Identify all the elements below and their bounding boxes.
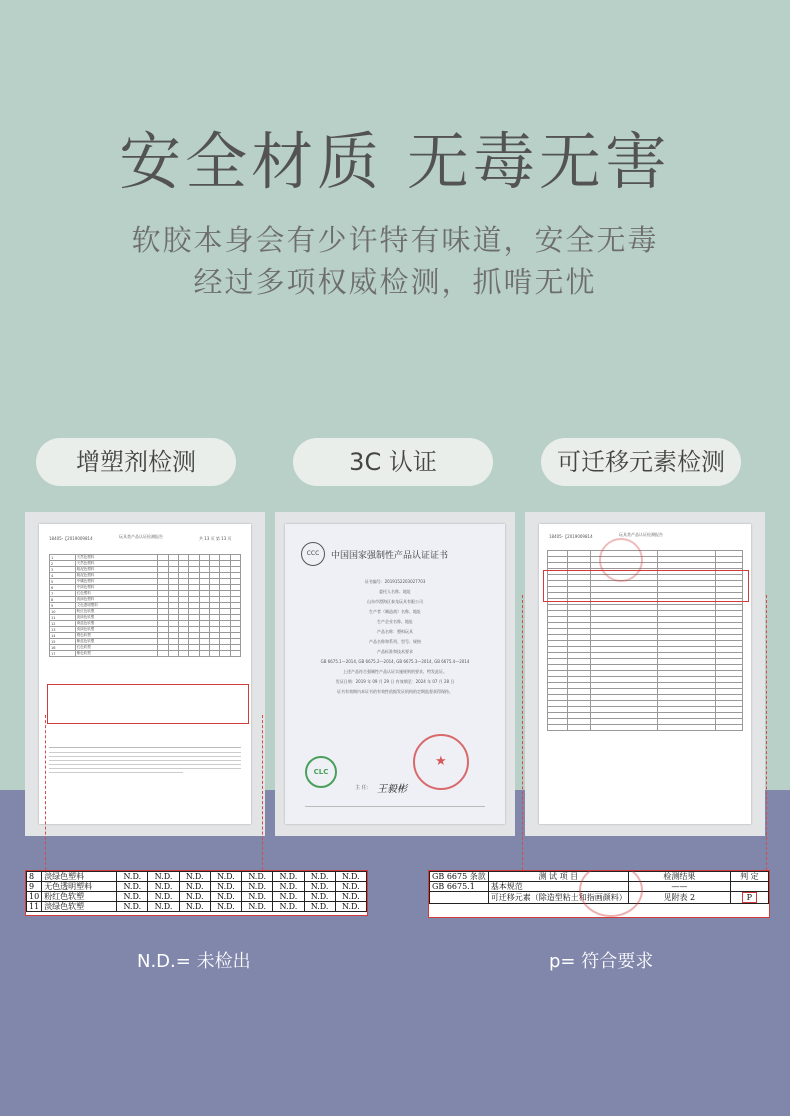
row-number: 8 xyxy=(50,597,76,603)
row-material: 淡绿色软塑 xyxy=(75,627,158,633)
row-number: 14 xyxy=(50,633,76,639)
strip-row-value: N.D. xyxy=(210,892,241,902)
row-number: 3 xyxy=(50,567,76,573)
row-number: 4 xyxy=(50,573,76,579)
strip-row-value: N.D. xyxy=(335,872,366,882)
row-material: 淡绿色塑料 xyxy=(75,597,158,603)
strip-row-value: N.D. xyxy=(179,882,210,892)
subtitle-line-1: 软胶本身会有少许特有味道，安全无毒 xyxy=(131,223,659,257)
report-panel-plasticizer xyxy=(25,512,265,836)
strip-row-value: N.D. xyxy=(273,872,304,882)
certificate-line: GB 6675.1—2014, GB 6675.2—2014, GB 6675.3—2014, GB 6675.4—2014 xyxy=(320,659,470,664)
strip-row-number: 9 xyxy=(27,882,42,892)
strip-row2-clause xyxy=(430,892,489,904)
certificate-line: 证书有效期内本证书的有效性依据发证机构的定期监督获得保持。 xyxy=(337,689,453,694)
strip-row-value: N.D. xyxy=(148,902,179,912)
row-number: 15 xyxy=(50,639,76,645)
strip-row-value: N.D. xyxy=(210,872,241,882)
strip-seal xyxy=(579,870,643,917)
strip-row-value: N.D. xyxy=(210,902,241,912)
connector-right-a xyxy=(522,595,523,870)
signature: 王毅彬 xyxy=(377,784,407,795)
row-material: 天然色塑料 xyxy=(75,555,158,561)
row-number: 5 xyxy=(50,579,76,585)
seal-star-icon: ★ xyxy=(435,754,447,769)
pill-plasticizer-test: 增塑剂检测 xyxy=(36,438,236,486)
pill-3c-certification: 3C 认证 xyxy=(293,438,493,486)
row-material: 淡绿色软塑 xyxy=(75,615,158,621)
strip-row-material: 淡绿色软塑 xyxy=(42,902,117,912)
certificate-title: 中国国家强制性产品认证证书 xyxy=(331,551,449,561)
certificate-line: 生产企业名称、地址 xyxy=(377,619,413,624)
row-value xyxy=(209,651,219,657)
faint-seal xyxy=(599,538,643,582)
strip-row-value: N.D. xyxy=(148,872,179,882)
report-header: 玩具类产品认证检测报告 xyxy=(119,534,163,539)
strip-row-value: N.D. xyxy=(242,882,273,892)
connector-right-b xyxy=(766,595,767,870)
row-number: 1 xyxy=(50,555,76,561)
pill-migratable-elements-test: 可迁移元素检测 xyxy=(541,438,741,486)
strip-row-value: N.D. xyxy=(242,892,273,902)
strip-row1-clause: GB 6675.1 xyxy=(430,882,489,892)
strip-row-number: 10 xyxy=(27,892,42,902)
strip-row-value: N.D. xyxy=(242,872,273,882)
strip-row xyxy=(27,902,367,912)
row-number: 6 xyxy=(50,585,76,591)
strip-row-value: N.D. xyxy=(179,892,210,902)
row-material: 紫色软塑 xyxy=(75,651,158,657)
row-value xyxy=(220,651,230,657)
table-cell xyxy=(548,725,568,731)
strip-row-value: N.D. xyxy=(117,902,148,912)
row-value xyxy=(168,651,178,657)
row-value xyxy=(179,651,189,657)
row-material: 红色软塑 xyxy=(75,645,158,651)
row-material: 红色塑料 xyxy=(75,591,158,597)
strip-row-number: 8 xyxy=(27,872,42,882)
row-number: 10 xyxy=(50,609,76,615)
caption-nd: N.D.= 未检出 xyxy=(137,951,251,972)
row-number: 16 xyxy=(50,645,76,651)
row-material: 中橘色塑料 xyxy=(75,579,158,585)
strip-header-judge: 判 定 xyxy=(730,872,768,882)
row-material: 黄蓝色软塑 xyxy=(75,621,158,627)
table-cell xyxy=(567,725,590,731)
strip-row-value: N.D. xyxy=(179,872,210,882)
plasticizer-table xyxy=(49,554,241,657)
red-seal xyxy=(413,734,469,790)
strip-row-value: N.D. xyxy=(273,882,304,892)
pass-mark: P xyxy=(742,892,757,903)
strip-row-value: N.D. xyxy=(148,882,179,892)
certificate-page xyxy=(285,524,505,824)
row-value xyxy=(230,651,240,657)
certificate-footer-line xyxy=(305,806,485,807)
zoom-strip-migratable xyxy=(428,870,770,918)
highlight-box-migratable xyxy=(543,570,749,602)
report-page-migratable xyxy=(539,524,751,824)
report-number-migratable: 18405-【2019009814 xyxy=(549,534,593,539)
strip-row-value: N.D. xyxy=(304,902,335,912)
strip-header-clause: GB 6675 条款 xyxy=(430,872,489,882)
row-material: 中绿色塑料 xyxy=(75,585,158,591)
report-notes xyxy=(49,744,241,776)
highlight-box-plasticizer xyxy=(47,684,249,724)
strip-row1-judge xyxy=(730,882,768,892)
certificate-panel-3c xyxy=(275,512,515,836)
clc-logo: CLC xyxy=(305,756,337,788)
strip-row-value: N.D. xyxy=(335,902,366,912)
caption-pass: p= 符合要求 xyxy=(549,951,654,972)
strip-row2-item: 可迁移元素（除造型粘土和指画颜料） xyxy=(488,892,628,904)
report-panel-migratable xyxy=(525,512,765,836)
row-material: 紫蓝色软塑 xyxy=(75,639,158,645)
row-number: 9 xyxy=(50,603,76,609)
zoom-strip-plasticizer xyxy=(25,870,368,916)
strip-row-value: N.D. xyxy=(304,872,335,882)
table-cell xyxy=(590,725,657,731)
certificate-line: 山东市澄海区泰龙玩具有限公司 xyxy=(367,599,423,604)
strip-row xyxy=(27,872,367,882)
strip-row-value: N.D. xyxy=(117,892,148,902)
strip-row-material: 粉红色软塑 xyxy=(42,892,117,902)
certificate-body xyxy=(305,574,485,699)
page-title: 安全材质 无毒无害 xyxy=(119,125,671,198)
strip-header-result: 检测结果 xyxy=(628,872,730,882)
signature-label: 主 任： xyxy=(355,785,372,791)
strip-row-value: N.D. xyxy=(117,882,148,892)
strip-row-number: 11 xyxy=(27,902,42,912)
row-number: 7 xyxy=(50,591,76,597)
row-material: 文色透明塑料 xyxy=(75,603,158,609)
strip-row1-result: —— xyxy=(628,882,730,892)
strip-row2-judge xyxy=(730,892,768,904)
row-number: 2 xyxy=(50,561,76,567)
strip-row2-result: 见附表 2 xyxy=(628,892,730,904)
report-header-migratable: 玩具类产品认证检测报告 xyxy=(619,532,663,537)
row-material: 粉红色软塑 xyxy=(75,609,158,615)
row-number: 17 xyxy=(50,651,76,657)
table-row xyxy=(50,651,241,657)
report-page-number: 共 13 页 第 13 页 xyxy=(199,536,232,541)
strip-row-value: N.D. xyxy=(273,902,304,912)
table-row xyxy=(548,725,743,731)
row-material: 粗泥色塑料 xyxy=(75,573,158,579)
certificate-line: 委托人名称、地址 xyxy=(379,589,411,594)
strip-row-value: N.D. xyxy=(304,882,335,892)
strip-row-value: N.D. xyxy=(273,892,304,902)
certificate-line: 生产者（制造商）名称、地址 xyxy=(369,609,421,614)
connector-left-b xyxy=(262,715,263,870)
strip-row-value: N.D. xyxy=(210,882,241,892)
row-material: 橙色软塑 xyxy=(75,633,158,639)
certificate-line: 产品标准和技术要求 xyxy=(377,649,413,654)
certificate-line: 发证日期：2019 年 09 月 29 日 有效期至：2024 年 07 月 28 日 xyxy=(335,679,455,684)
strip-row-value: N.D. xyxy=(335,882,366,892)
certificate-line: 证书编号：2019152203027703 xyxy=(364,579,426,584)
bottom-background xyxy=(0,790,790,1116)
row-value xyxy=(199,651,209,657)
certificate-line: 产品名称：塑料玩具 xyxy=(377,629,413,634)
table-cell xyxy=(658,725,716,731)
strip-header-item: 测 试 项 目 xyxy=(488,872,628,882)
strip-row-value: N.D. xyxy=(148,892,179,902)
row-number: 13 xyxy=(50,627,76,633)
row-number: 12 xyxy=(50,621,76,627)
row-value xyxy=(189,651,199,657)
certificate-line: 产品名称和系列、型号、规格 xyxy=(369,639,421,644)
strip-row-value: N.D. xyxy=(304,892,335,902)
strip-row-value: N.D. xyxy=(335,892,366,902)
strip-row1-item: 基本规范 xyxy=(488,882,628,892)
connector-left-a xyxy=(45,715,46,870)
strip-row-value: N.D. xyxy=(117,872,148,882)
strip-row-value: N.D. xyxy=(242,902,273,912)
strip-row xyxy=(27,882,367,892)
strip-row xyxy=(27,892,367,902)
row-value xyxy=(158,651,168,657)
strip-row-value: N.D. xyxy=(179,902,210,912)
row-material: 粗泥色塑料 xyxy=(75,567,158,573)
report-page-plasticizer xyxy=(39,524,251,824)
report-number: 18405-【2019009814 xyxy=(49,536,93,541)
table-cell xyxy=(716,725,743,731)
certificate-line: 上述产品符合强制性产品认证实施规则的要求，特发此证。 xyxy=(343,669,447,674)
row-material: 天然色塑料 xyxy=(75,561,158,567)
subtitle-line-2: 经过多项权威检测，抓啃无忧 xyxy=(193,265,597,299)
row-number: 11 xyxy=(50,615,76,621)
ccc-logo: CCC xyxy=(301,542,325,566)
strip-row-material: 淡绿色塑料 xyxy=(42,872,117,882)
strip-row-material: 无色透明塑料 xyxy=(42,882,117,892)
